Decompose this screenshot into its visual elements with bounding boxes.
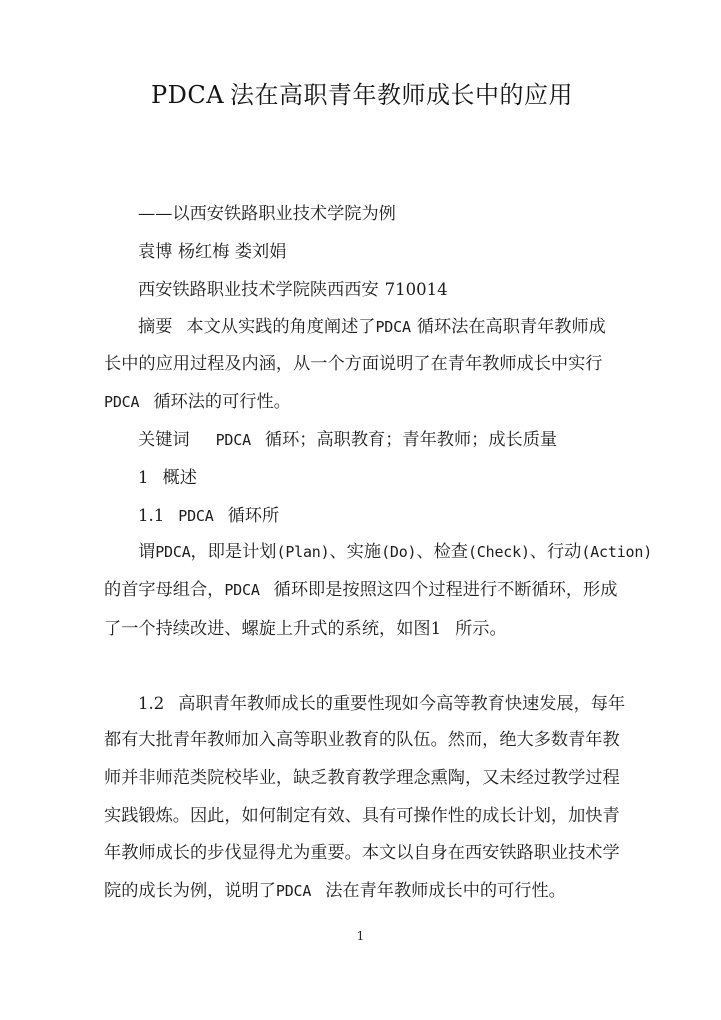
para2-l6-text-c: 法在青年教师成长中的可行性。 [325, 880, 566, 901]
section-1-2-number: 1.2 [138, 693, 165, 713]
paragraph-2-line-6 [104, 873, 622, 911]
authors-line [104, 234, 622, 272]
abstract-line-3-text: 循环法的可行性。 [153, 391, 291, 412]
subtitle-text: ——以西安铁路职业技术学院为例 [138, 204, 396, 224]
para2-l4-text: 实践锻炼。因此，如何制定有效、具有可操作性的成长计划，加快青 [104, 805, 620, 826]
abstract-line-2-text: 长中的应用过程及内涵，从一个方面说明了在青年教师成长中实行 [104, 354, 603, 375]
para2-l2-text: 都有大批青年教师加入高等职业教育的队伍。然而，绝大多数青年教 [104, 730, 620, 751]
section-1-1-latin-pdca: PDCA [178, 506, 214, 525]
section-1-2-heading [104, 685, 626, 723]
para1-l2-text-c: 循环即是按照这四个过程进行不断循环，形成 [273, 579, 618, 600]
keywords-line [104, 422, 622, 460]
title-cjk-part: 法在高职青年教师成长中的应用 [230, 81, 574, 109]
para2-l6-text-a: 院的成长为例，说明了 [104, 880, 276, 901]
abstract-label: 摘要 [138, 316, 173, 337]
page-number [0, 929, 721, 943]
para1-text-a: 谓 [138, 542, 156, 563]
para1-l2-text-a: 的首字母组合， [104, 579, 225, 600]
abstract-line-2 [104, 346, 622, 384]
affiliation-line [104, 271, 622, 309]
document-body [104, 196, 653, 910]
para1-text-d: 、实施 [329, 542, 382, 563]
abstract-line-1 [104, 309, 622, 347]
para1-latin-pdca: PDCA [155, 543, 191, 562]
keywords-latin-pdca: PDCA [215, 430, 251, 449]
keywords-value: 循环；高职教育；青年教师；成长质量 [264, 429, 558, 450]
section-1-1-heading [104, 497, 622, 535]
para1-latin-plan: (Plan) [276, 543, 330, 562]
para1-latin-action: (Action) [581, 543, 653, 562]
para1-text-c: ，即是计划 [190, 542, 277, 563]
para1-latin-do: (Do) [381, 543, 417, 562]
subtitle-line [104, 196, 622, 234]
paragraph-spacer [104, 647, 622, 685]
abstract-text-a: 本文从实践的角度阐述了 [186, 316, 376, 337]
section-1-heading [104, 459, 622, 497]
paragraph-2-line-2 [104, 722, 622, 760]
para1-text-f: 、行动 [529, 542, 582, 563]
section-1-1-title: 循环所 [227, 505, 280, 526]
para1-latin-check: (Check) [467, 543, 530, 562]
paragraph-1-line-3 [104, 610, 622, 648]
section-1-title: 概述 [162, 468, 197, 489]
keywords-label: 关键词 [138, 429, 190, 450]
page-number-value: 1 [356, 929, 365, 943]
abstract-latin-pdca-2: PDCA [104, 392, 140, 411]
para2-l3-text: 师并非师范类院校毕业，缺乏教育教学理念熏陶，又未经过教学过程 [104, 767, 620, 788]
para2-l5-text: 年教师成长的步伐显得尤为重要。本文以自身在西安铁路职业技术学 [104, 843, 620, 864]
paragraph-2-line-5 [104, 835, 622, 873]
para1-l2-latin-pdca: PDCA [224, 580, 260, 599]
para1-l3-text-a: 了一个持续改进、螺旋上升式的系统，如图 [104, 618, 431, 639]
affiliation-cjk: 西安铁路职业技术学院陕西西安 [138, 280, 379, 301]
section-1-1-number: 1.1 [138, 505, 165, 525]
authors-text: 袁博 杨红梅 娄刘娟 [138, 241, 287, 262]
para1-l3-text-b: 所示。 [455, 618, 507, 639]
paragraph-1-line-1 [104, 534, 653, 572]
page-title [104, 78, 620, 112]
abstract-line-3 [104, 384, 622, 422]
title-latin-part: PDCA [150, 81, 225, 109]
abstract-latin-pdca: PDCA [375, 317, 411, 336]
abstract-text-c: 循环法在高职青年教师成 [416, 316, 606, 337]
affiliation-postal-code: 710014 [384, 280, 448, 300]
section-1-number: 1 [138, 468, 149, 488]
para1-text-e: 、检查 [416, 542, 468, 563]
section-1-2-text: 高职青年教师成长的重要性现如今高等教育快速发展，每年 [178, 693, 626, 714]
paragraph-2-line-3 [104, 760, 622, 798]
figure-reference-number: 1 [430, 618, 442, 638]
paragraph-2-line-4 [104, 798, 622, 836]
para2-l6-latin-pdca: PDCA [275, 881, 312, 900]
paragraph-1-line-2 [104, 572, 622, 610]
